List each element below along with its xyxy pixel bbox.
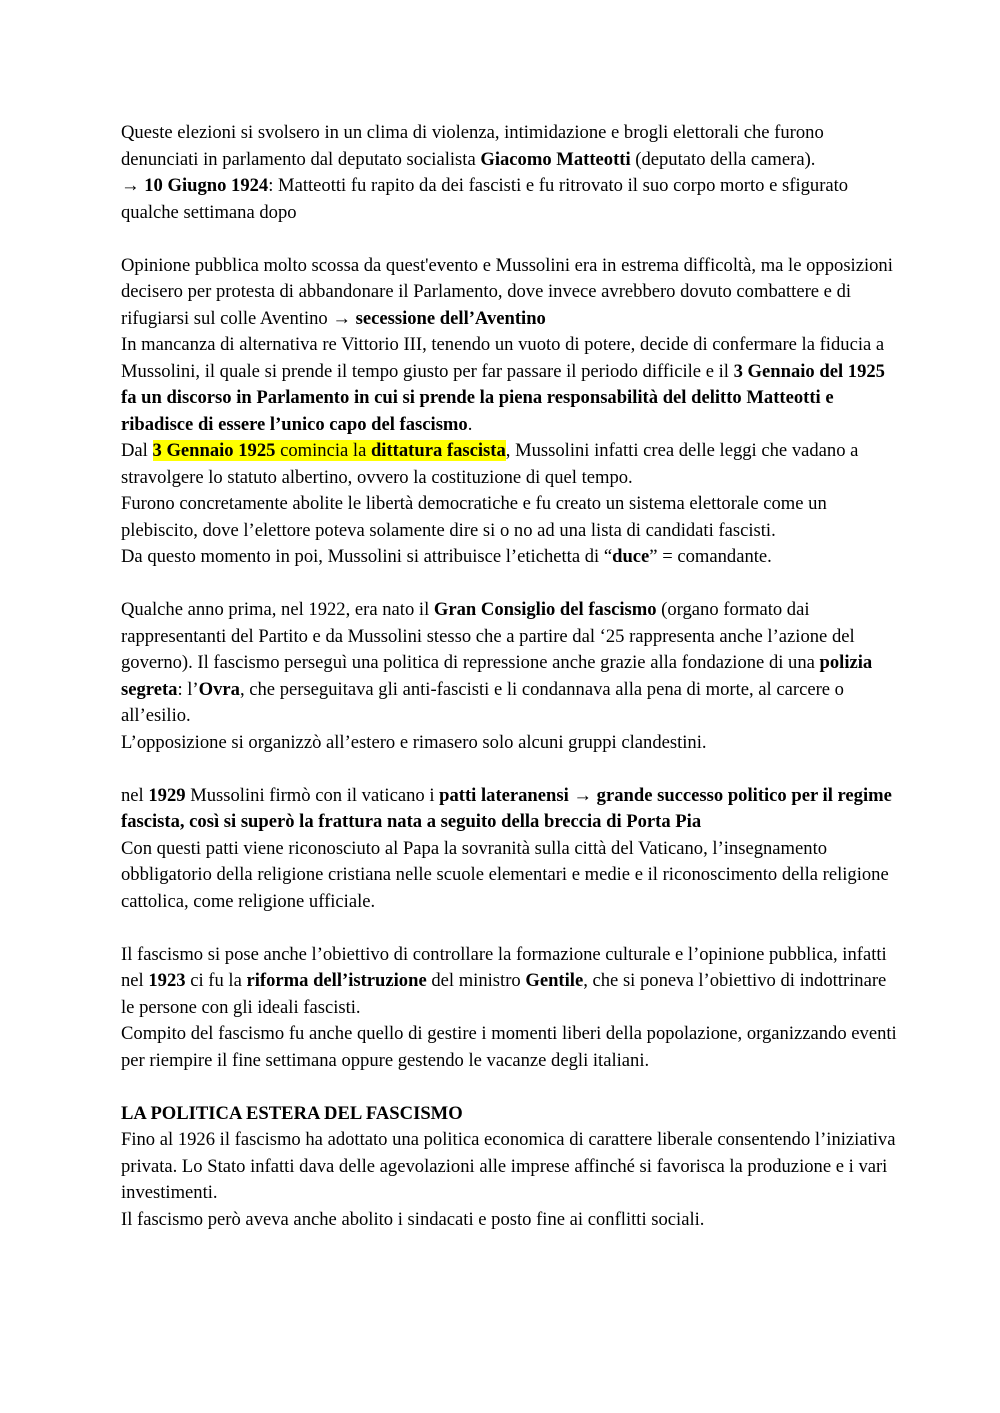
paragraph-dictatorship-start: Dal 3 Gennaio 1925 comincia la dittatura fascista, Mussolini infatti crea delle leggi che vadano a stravolgere lo statuto albertino, ovvero la costituzione di quel tempo. — [121, 440, 859, 488]
paragraph-gap — [121, 915, 900, 942]
paragraph-lateran-pacts: nel 1929 Mussolini firmò con il vaticano i patti lateranensi → grande successo politico per il regime fascista, così si superò la frattura nata a seguito della breccia di Porta Pia — [121, 784, 892, 832]
paragraph-aventine-secession: Opinione pubblica molto scossa da quest'evento e Mussolini era in estrema difficoltà, ma le opposizioni decisero per protesta di abbandonare il Parlamento, dove invece avrebbero dovuto combattere e di rifugiarsi sul colle Aventino → secessione dell’Aventino — [121, 254, 893, 329]
paragraph-liberties-abolished: Furono concretamente abolite le libertà democratiche e fu creato un sistema elettorale come un plebiscito, dove l’elettore poteva solamente dire si o no ad una lista di candidati fascisti. — [121, 493, 827, 541]
bold-text: Ovra — [198, 678, 240, 700]
paragraph-unions-abolished: Il fascismo però aveva anche abolito i sindacati e posto fine ai conflitti sociali. — [121, 1208, 705, 1230]
bold-text: patti lateranensi → grande successo politico per il regime fascista, così si superò la frattura nata a seguito della breccia di Porta Pia — [121, 784, 892, 832]
bold-text: Gran Consiglio del fascismo — [433, 599, 657, 620]
bold-text: 1929 — [148, 784, 186, 806]
paragraph-pacts-content: Con questi patti viene riconosciuto al Papa la sovranità sulla città del Vaticano, l’insegnamento obbligatorio della religione cristiana nelle scuole elementari e medie e il riconoscimento della religione cattolica, come religione ufficiale. — [121, 837, 889, 912]
paragraph-duce: Da questo momento in poi, Mussolini si attribuisce l’etichetta di “duce” = comandante. — [121, 546, 772, 567]
bold-text: Gentile — [525, 970, 584, 991]
paragraph-education-reform: Il fascismo si pose anche l’obiettivo di controllare la formazione culturale e l’opinione pubblica, infatti nel 1923 ci fu la riforma dell’istruzione del ministro Gentile, che si poneva l’obiettivo di indottrinare le persone con gli ideali fascisti. — [121, 943, 887, 1018]
paragraph-opposition-abroad: L’opposizione si organizzò all’estero e rimasero solo alcuni gruppi clandestini. — [121, 731, 707, 753]
paragraph-matteotti-intro: Queste elezioni si svolsero in un clima di violenza, intimidazione e brogli elettorali che furono denunciati in parlamento dal deputato socialista Giacomo Matteotti (deputato della camera). — [121, 122, 824, 170]
bold-text: riforma dell’istruzione — [246, 970, 427, 991]
bold-text: Giacomo Matteotti — [480, 148, 631, 170]
highlighted-text: 3 Gennaio 1925 comincia la dittatura fascista — [152, 440, 506, 461]
paragraph-matteotti-kidnapping: → 10 Giugno 1924: Matteotti fu rapito da dei fascisti e fu ritrovato il suo corpo morto e sfigurato qualche settimana dopo — [121, 175, 849, 223]
bold-text: → secessione dell’Aventino — [332, 307, 546, 329]
paragraph-grand-council: Qualche anno prima, nel 1922, era nato il Gran Consiglio del fascismo (organo formato dai rappresentanti del Partito e da Mussolini stesso che a partire dal ‘25 rappresenta anche l’azione del governo). Il fascismo perseguì una politica di repressione anche grazie alla fondazione di una polizia segreta: l’Ovra, che perseguitava gli anti-fascisti e li condannava alla pena di morte, al carcere o all’esilio. — [121, 599, 873, 726]
paragraph-gap — [121, 226, 900, 253]
bold-text: 3 Gennaio del 1925 fa un discorso in Parlamento in cui si prende la piena responsabilità del delitto Matteotti e ribadisce di essere l’unico capo del fascismo — [121, 360, 885, 435]
bold-text: 1923 — [148, 970, 186, 991]
paragraph-gap — [121, 571, 900, 598]
bold-text: duce — [612, 546, 650, 567]
bold-text: 10 Giugno 1924 — [144, 175, 269, 196]
paragraph-free-time: Compito del fascismo fu anche quello di gestire i momenti liberi della popolazione, organizzando eventi per riempire il fine settimana oppure gestendo le vacanze degli italiani. — [121, 1023, 897, 1071]
paragraph-gap — [121, 1074, 900, 1101]
bold-text: polizia segreta — [121, 652, 873, 700]
paragraph-king-confidence: In mancanza di alternativa re Vittorio III, tenendo un vuoto di potere, decide di confermare la fiducia a Mussolini, il quale si prende il tempo giusto per far passare il periodo difficile e il 3 Gennaio del 1925 fa un discorso in Parlamento in cui si prende la piena responsabilità del delitto Matteotti e ribadisce di essere l’unico capo del fascismo. — [121, 334, 885, 435]
paragraph-gap — [121, 756, 900, 783]
section-heading: LA POLITICA ESTERA DEL FASCISMO — [121, 1102, 463, 1124]
paragraph-economic-policy: Fino al 1926 il fascismo ha adottato una politica economica di carattere liberale consentendo l’iniziativa privata. Lo Stato infatti dava delle agevolazioni alle imprese affinché si favorisca la produzione e i vari investimenti. — [121, 1129, 896, 1203]
